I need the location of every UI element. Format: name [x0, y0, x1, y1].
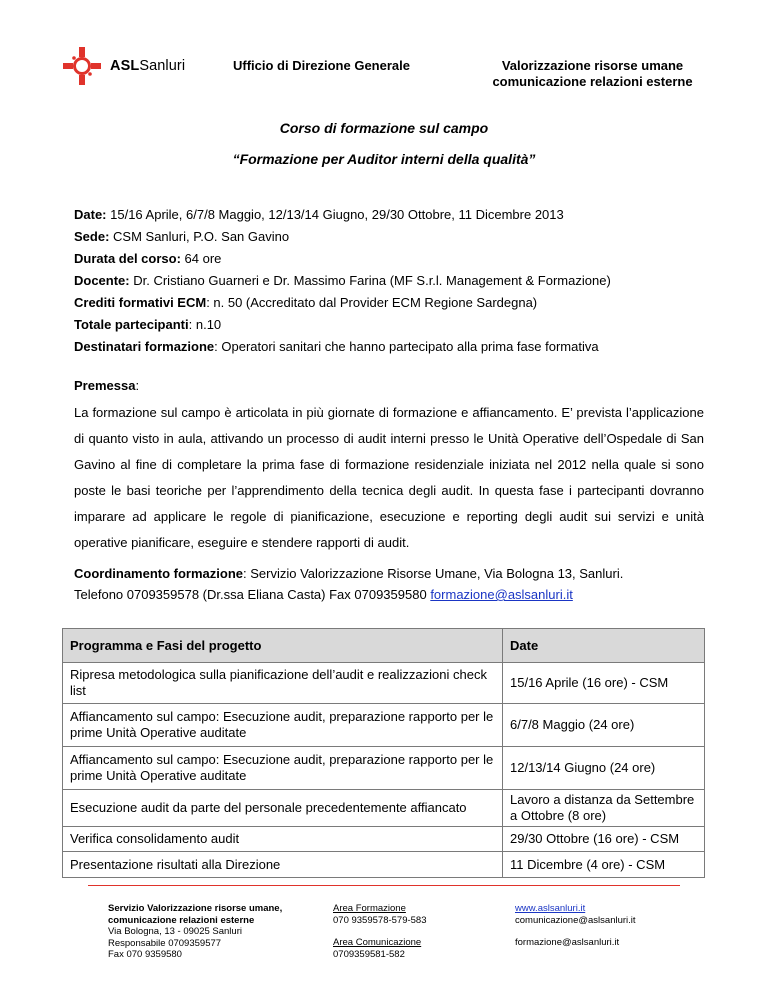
table-row	[63, 704, 705, 747]
asl-cross-icon	[62, 46, 102, 86]
footer-email-formazione: formazione@aslsanluri.it	[515, 937, 620, 948]
info-destinatari: Destinatari formazione: Operatori sanitari che hanno partecipato alla prima fase formativa	[74, 339, 599, 354]
row-date: 29/30 Ottobre (16 ore) - CSM	[503, 827, 705, 852]
course-title: Corso di formazione sul campo	[279, 120, 489, 136]
info-totale: Totale partecipanti: n.10	[74, 317, 222, 332]
footer-address: Servizio Valorizzazione risorse umane, comunicazione relazioni esterne Via Bologna, 13 - 09025 Sanluri Responsabile 0709359577 Fax 070 9359580	[108, 903, 283, 960]
info-durata: Durata del corso: 64 ore	[74, 251, 222, 266]
footer-contacts	[515, 903, 636, 926]
row-date: 12/13/14 Giugno (24 ore)	[503, 747, 705, 790]
footer-divider	[88, 885, 680, 886]
row-date: 6/7/8 Maggio (24 ore)	[503, 704, 705, 747]
table-row	[63, 827, 705, 852]
info-date: Date: 15/16 Aprile, 6/7/8 Maggio, 12/13/14 Giugno, 29/30 Ottobre, 11 Dicembre 2013	[74, 207, 564, 222]
course-subtitle: “Formazione per Auditor interni della qualità”	[232, 151, 536, 167]
asl-logo	[62, 46, 185, 86]
website-link[interactable]: www.aslsanluri.it	[515, 903, 586, 914]
premessa-heading: Premessa:	[74, 378, 140, 393]
row-fase: Ripresa metodologica sulla pianificazione dell’audit e realizzazioni check list	[63, 663, 503, 704]
row-fase: Esecuzione audit da parte del personale precedentemente affiancato	[63, 790, 503, 827]
row-fase: Verifica consolidamento audit	[63, 827, 503, 852]
table-row	[63, 747, 705, 790]
office-name: Ufficio di Direzione Generale	[233, 58, 410, 73]
header-date: Date	[503, 629, 705, 663]
table-row	[63, 790, 705, 827]
row-date: 15/16 Aprile (16 ore) - CSM	[503, 663, 705, 704]
footer-email-comunicazione: comunicazione@aslsanluri.it	[515, 914, 636, 926]
info-docente: Docente: Dr. Cristiano Guarneri e Dr. Massimo Farina (MF S.r.l. Management & Formazione)	[74, 273, 611, 288]
info-crediti: Crediti formativi ECM: n. 50 (Accreditato dal Provider ECM Regione Sardegna)	[74, 295, 538, 310]
table-row	[63, 663, 705, 704]
table-row	[63, 852, 705, 878]
email-link[interactable]: formazione@aslsanluri.it	[430, 587, 573, 602]
footer-area-comunicazione: Area Comunicazione 0709359581-582	[333, 937, 422, 960]
row-date: 11 Dicembre (4 ore) - CSM	[503, 852, 705, 878]
row-fase: Affiancamento sul campo: Esecuzione audit, preparazione rapporto per le prime Unità Operative auditate	[63, 747, 503, 790]
department-name: Valorizzazione risorse umane comunicazione relazioni esterne	[492, 58, 693, 89]
logo-text: ASLSanluri	[110, 58, 186, 74]
row-date: Lavoro a distanza da Settembre a Ottobre (8 ore)	[503, 790, 705, 827]
coordinamento-contacts: Telefono 0709359578 (Dr.ssa Eliana Casta) Fax 0709359580 formazione@aslsanluri.it	[74, 587, 573, 602]
premessa-text: La formazione sul campo è articolata in più giornate di formazione e affiancamento. E’ prevista l’applicazione di quanto visto in aula, attivando un processo di audit interni presso le Unità Operative dell’Ospedale di San Gavino al fine di completare la prima fase di formazione residenziale iniziata nel 2012 nella quale si sono poste le basi teoriche per l’apprendimento della tecnica degli audit. In questa fase i partecipanti dovranno imparare ad applicare le regole di pianificazione, esecuzione e reporting degli audit sui servizi e unità operative pianificare, eseguire e stendere rapporti di audit.	[74, 405, 704, 550]
info-sede: Sede: CSM Sanluri, P.O. San Gavino	[74, 229, 290, 244]
row-fase: Presentazione risultati alla Direzione	[63, 852, 503, 878]
program-table	[62, 628, 705, 878]
row-fase: Affiancamento sul campo: Esecuzione audit, preparazione rapporto per le prime Unità Operative auditate	[63, 704, 503, 747]
table-header-row	[63, 629, 705, 663]
header-programma: Programma e Fasi del progetto	[63, 629, 503, 663]
footer-area-formazione: Area Formazione 070 9359578-579-583	[333, 903, 427, 926]
coordinamento-text: Coordinamento formazione: Servizio Valorizzazione Risorse Umane, Via Bologna 13, Sanluri.	[74, 566, 624, 581]
